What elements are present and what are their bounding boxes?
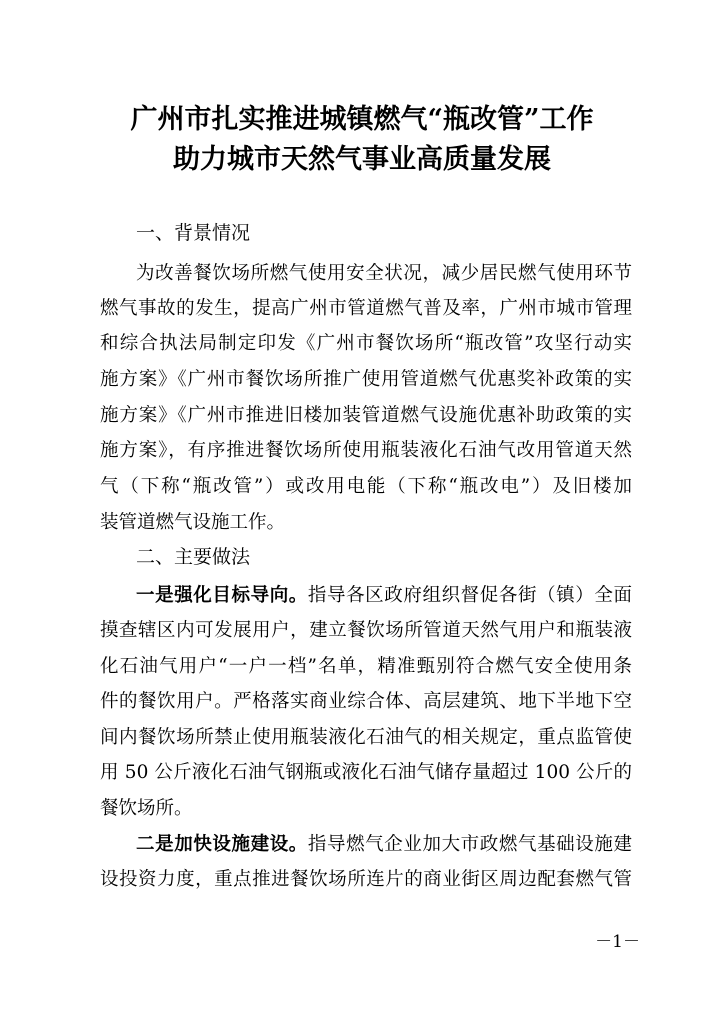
paragraph-line: 设投资力度，重点推进餐饮场所连片的商业街区周边配套燃气管 (100, 869, 632, 890)
paragraph-lead: 二是加快设施建设。 (136, 834, 308, 855)
paragraph-line: 施方案》《广州市推进旧楼加装管道燃气设施优惠补助政策的实 (100, 405, 632, 426)
paragraph-line: 和综合执法局制定印发《广州市餐饮场所“瓶改管”攻坚行动实 (100, 333, 632, 354)
paragraph-text: 指导燃气企业加大市政燃气基础设施建 (307, 834, 632, 855)
paragraph-line (136, 584, 632, 608)
paragraph-line: 气（下称“瓶改管”）或改用电能（下称“瓶改电”）及旧楼加 (100, 476, 632, 497)
document-title-line-2: 助力城市天然气事业高质量发展 (173, 144, 551, 175)
paragraph-line: 摸查辖区内可发展用户，建立餐饮场所管道天然气用户和瓶装液 (100, 620, 632, 641)
paragraph-line: 燃气事故的发生，提高广州市管道燃气普及率，广州市城市管理 (100, 298, 632, 319)
paragraph-line: 间内餐饮场所禁止使用瓶装液化石油气的相关规定，重点监管使 (100, 727, 632, 748)
paragraph-line: 装管道燃气设施工作。 (100, 512, 286, 533)
paragraph-line: 化石油气用户“一户一档”名单，精准甄别符合燃气安全使用条 (100, 656, 632, 677)
document-title-line-1: 广州市扎实推进城镇燃气“瓶改管”工作 (130, 104, 594, 135)
section-heading-main-measures: 二、主要做法 (136, 546, 251, 568)
paragraph-text: 指导各区政府组织督促各街（镇）全面 (307, 585, 632, 606)
paragraph-line: 件的餐饮用户。严格落实商业综合体、高层建筑、地下半地下空 (100, 691, 632, 712)
paragraph-line (136, 833, 632, 857)
paragraph-line: 施方案》《广州市餐饮场所推广使用管道燃气优惠奖补政策的实 (100, 369, 632, 390)
paragraph-line: 餐饮场所。 (100, 798, 193, 819)
section-heading-background: 一、背景情况 (136, 222, 251, 244)
page-number: －1－ (595, 932, 640, 952)
paragraph-line: 用 50 公斤液化石油气钢瓶或液化石油气储存量超过 100 公斤的 (100, 762, 632, 783)
paragraph-lead: 一是强化目标导向。 (136, 585, 308, 606)
paragraph-line: 施方案》，有序推进餐饮场所使用瓶装液化石油气改用管道天然 (100, 440, 632, 461)
paragraph-line: 为改善餐饮场所燃气使用安全状况，减少居民燃气使用环节 (136, 263, 632, 284)
